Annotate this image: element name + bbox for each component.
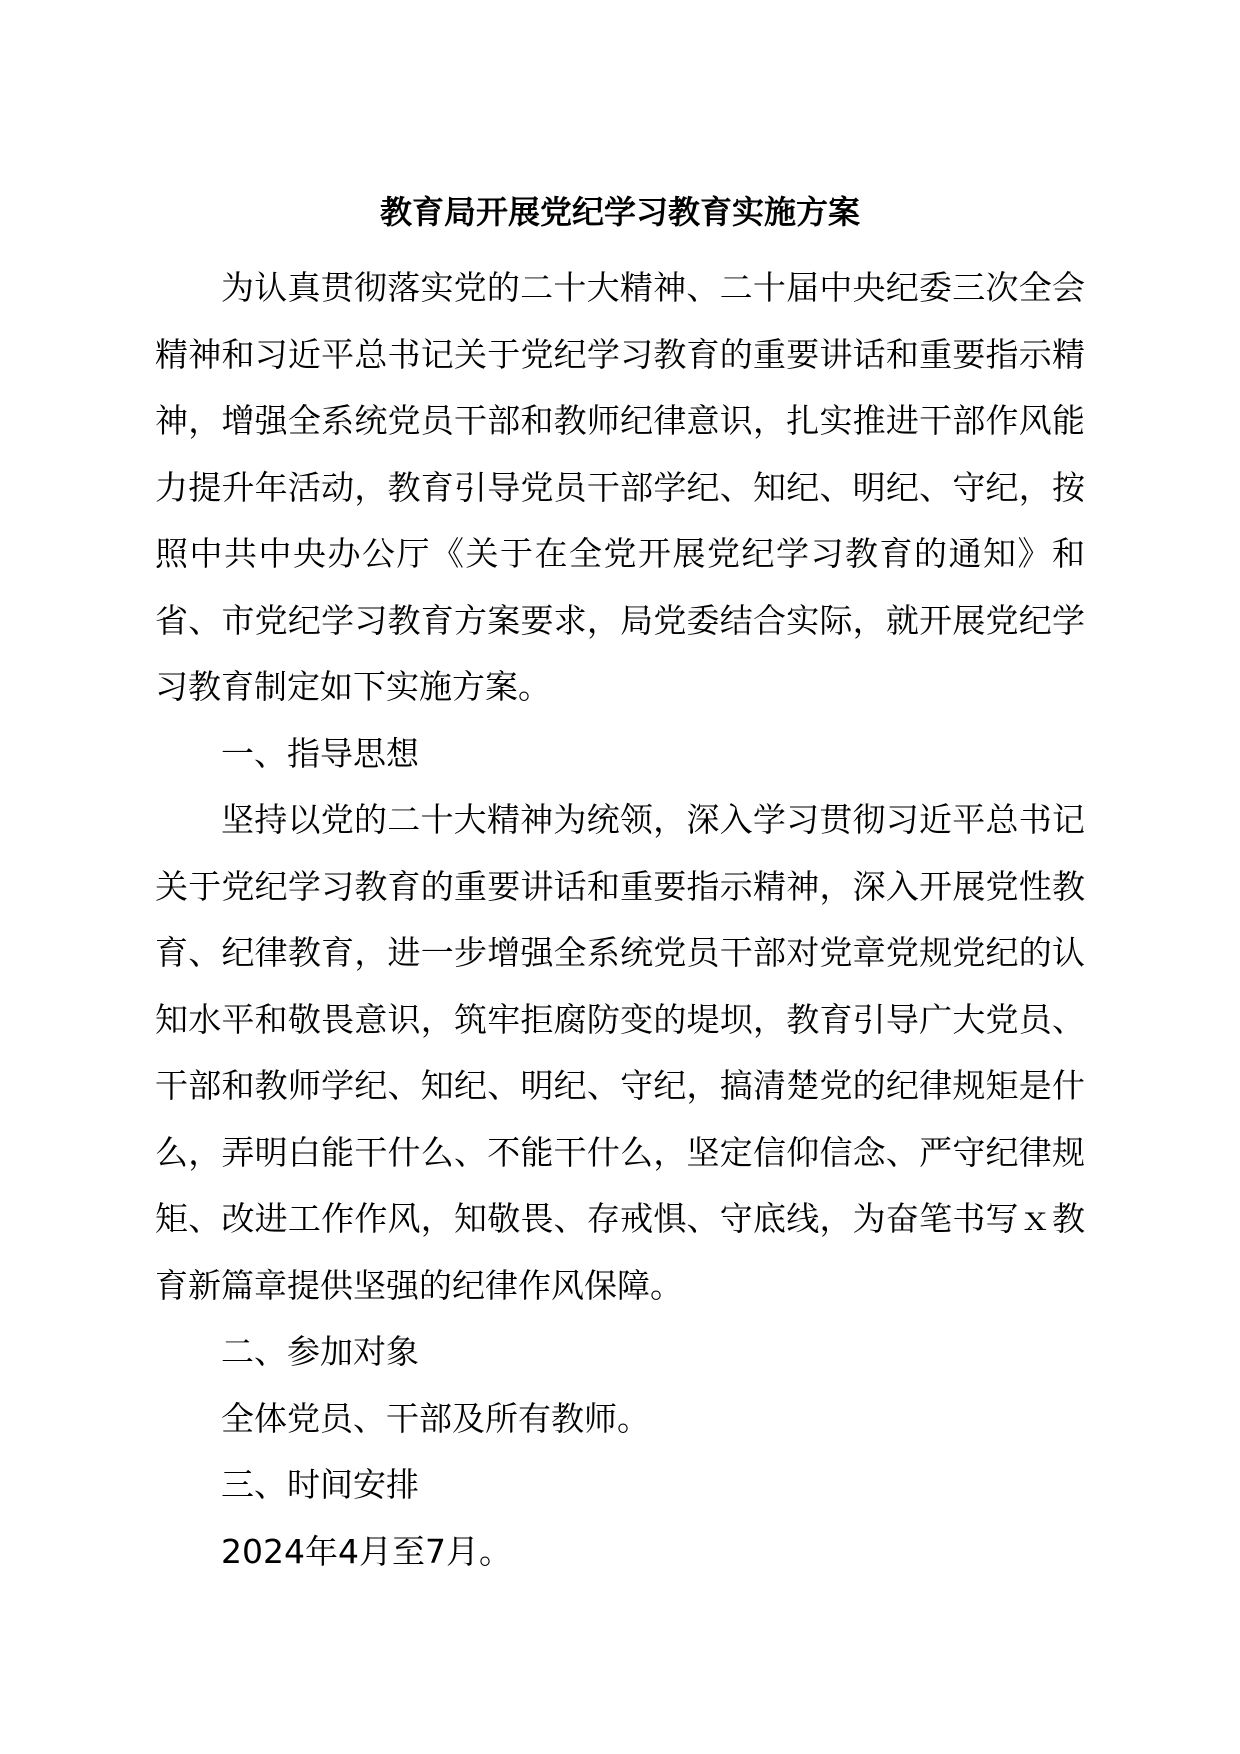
section-heading-participants: 二、参加对象: [221, 1332, 419, 1371]
document-title: 教育局开展党纪学习教育实施方案: [379, 193, 860, 231]
intro-paragraph: 为认真贯彻落实党的二十大精神、二十届中央纪委三次全会精神和习近平总书记关于党纪学习教育的重要讲话和重要指示精神，增强全系统党员干部和教师纪律意识，扎实推进干部作风能力提升年活动，教育引导党员干部学纪、知纪、明纪、守纪，按照中共中央办公厅《关于在全党开展党纪学习教育的通知》和省、市党纪学习教育方案要求，局党委结合实际，就开展党纪学习教育制定如下实施方案。: [155, 268, 1085, 706]
participants-paragraph: 全体党员、干部及所有教师。: [221, 1398, 650, 1438]
section-heading-guiding-ideology: 一、指导思想: [221, 733, 419, 773]
document-body: [155, 255, 1085, 1585]
guiding-ideology-paragraph: 坚持以党的二十大精神为统领，深入学习贯彻习近平总书记关于党纪学习教育的重要讲话和重要指示精神，深入开展党性教育、纪律教育，进一步增强全系统党员干部对党章党规党纪的认知水平和敬畏意识，筑牢拒腐防变的堤坝，教育引导广大党员、干部和教师学纪、知纪、明纪、守纪，搞清楚党的纪律规矩是什么，弄明白能干什么、不能干什么，坚定信仰信念、严守纪律规矩、改进工作作风，知敬畏、存戒惧、守底线，为奋笔书写ｘ教育新篇章提供坚强的纪律作风保障。: [155, 800, 1085, 1305]
schedule-paragraph: 2024年4月至7月。: [221, 1531, 512, 1571]
section-heading-schedule: 三、时间安排: [221, 1465, 419, 1504]
